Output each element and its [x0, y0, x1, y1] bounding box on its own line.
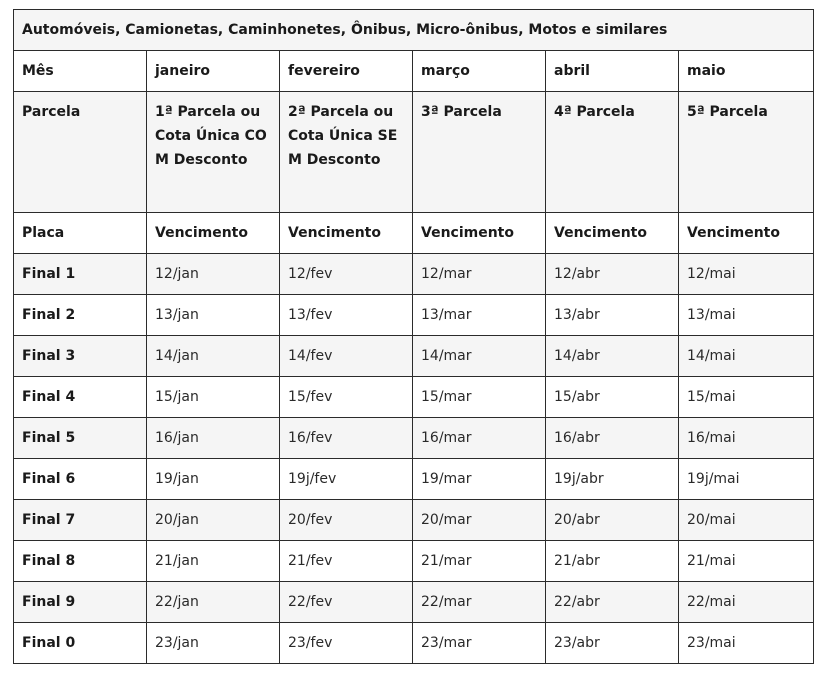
due-date: 21/abr — [546, 541, 679, 582]
due-date: 16/mar — [413, 418, 546, 459]
due-date: 12/fev — [280, 254, 413, 295]
parcela-cell: 1ª Parcela ou Cota Única COM Desconto — [147, 92, 280, 213]
due-date: 16/mai — [679, 418, 814, 459]
due-date: 21/mai — [679, 541, 814, 582]
due-date: 23/abr — [546, 623, 679, 664]
due-date: 19j/abr — [546, 459, 679, 500]
placa-final: Final 9 — [14, 582, 147, 623]
due-date: 20/fev — [280, 500, 413, 541]
due-date: 21/fev — [280, 541, 413, 582]
due-date: 23/fev — [280, 623, 413, 664]
due-date: 19j/fev — [280, 459, 413, 500]
due-date: 15/fev — [280, 377, 413, 418]
due-date: 20/mai — [679, 500, 814, 541]
due-date: 23/jan — [147, 623, 280, 664]
due-date: 22/abr — [546, 582, 679, 623]
due-date: 22/mar — [413, 582, 546, 623]
due-date: 14/fev — [280, 336, 413, 377]
due-date: 15/jan — [147, 377, 280, 418]
due-date: 14/abr — [546, 336, 679, 377]
vencimento-header: Vencimento — [546, 213, 679, 254]
vencimento-table — [13, 9, 814, 664]
placa-final: Final 5 — [14, 418, 147, 459]
due-date: 20/mar — [413, 500, 546, 541]
due-date: 23/mai — [679, 623, 814, 664]
vencimento-header-row — [14, 213, 814, 254]
month-cell: fevereiro — [280, 51, 413, 92]
month-label: Mês — [14, 51, 147, 92]
due-date: 22/jan — [147, 582, 280, 623]
due-date: 13/fev — [280, 295, 413, 336]
month-header-row — [14, 51, 814, 92]
due-date: 16/fev — [280, 418, 413, 459]
due-date: 14/mai — [679, 336, 814, 377]
due-date: 12/mar — [413, 254, 546, 295]
table-row — [14, 541, 814, 582]
due-date: 15/abr — [546, 377, 679, 418]
table-row — [14, 500, 814, 541]
due-date: 15/mar — [413, 377, 546, 418]
due-date: 13/abr — [546, 295, 679, 336]
due-date: 19j/mai — [679, 459, 814, 500]
due-date: 15/mai — [679, 377, 814, 418]
table-row — [14, 254, 814, 295]
month-cell: março — [413, 51, 546, 92]
table-title-row — [14, 10, 814, 51]
table-container — [13, 9, 814, 664]
month-cell: maio — [679, 51, 814, 92]
vencimento-header: Vencimento — [280, 213, 413, 254]
due-date: 20/jan — [147, 500, 280, 541]
parcela-label: Parcela — [14, 92, 147, 213]
vencimento-header: Vencimento — [147, 213, 280, 254]
due-date: 22/fev — [280, 582, 413, 623]
due-date: 12/abr — [546, 254, 679, 295]
due-date: 14/mar — [413, 336, 546, 377]
due-date: 13/jan — [147, 295, 280, 336]
table-row — [14, 336, 814, 377]
parcela-cell: 5ª Parcela — [679, 92, 814, 213]
due-date: 21/mar — [413, 541, 546, 582]
parcela-cell: 4ª Parcela — [546, 92, 679, 213]
due-date: 16/jan — [147, 418, 280, 459]
due-date: 22/mai — [679, 582, 814, 623]
vencimento-header: Vencimento — [413, 213, 546, 254]
parcela-header-row — [14, 92, 814, 213]
placa-final: Final 8 — [14, 541, 147, 582]
parcela-cell: 2ª Parcela ou Cota Única SEM Desconto — [280, 92, 413, 213]
placa-final: Final 2 — [14, 295, 147, 336]
month-cell: abril — [546, 51, 679, 92]
due-date: 19/jan — [147, 459, 280, 500]
due-date: 21/jan — [147, 541, 280, 582]
placa-final: Final 3 — [14, 336, 147, 377]
parcela-cell: 3ª Parcela — [413, 92, 546, 213]
vencimento-header: Vencimento — [679, 213, 814, 254]
placa-final: Final 4 — [14, 377, 147, 418]
due-date: 13/mai — [679, 295, 814, 336]
table-row — [14, 623, 814, 664]
due-date: 23/mar — [413, 623, 546, 664]
table-row — [14, 295, 814, 336]
placa-label: Placa — [14, 213, 147, 254]
table-row — [14, 418, 814, 459]
due-date: 12/jan — [147, 254, 280, 295]
due-date: 20/abr — [546, 500, 679, 541]
due-date: 12/mai — [679, 254, 814, 295]
placa-final: Final 7 — [14, 500, 147, 541]
due-date: 14/jan — [147, 336, 280, 377]
table-title: Automóveis, Camionetas, Caminhonetes, Ônibus, Micro-ônibus, Motos e similares — [14, 10, 814, 51]
due-date: 19/mar — [413, 459, 546, 500]
table-row — [14, 582, 814, 623]
placa-final: Final 6 — [14, 459, 147, 500]
placa-final: Final 0 — [14, 623, 147, 664]
due-date: 16/abr — [546, 418, 679, 459]
due-date: 13/mar — [413, 295, 546, 336]
table-row — [14, 459, 814, 500]
month-cell: janeiro — [147, 51, 280, 92]
placa-final: Final 1 — [14, 254, 147, 295]
table-row — [14, 377, 814, 418]
